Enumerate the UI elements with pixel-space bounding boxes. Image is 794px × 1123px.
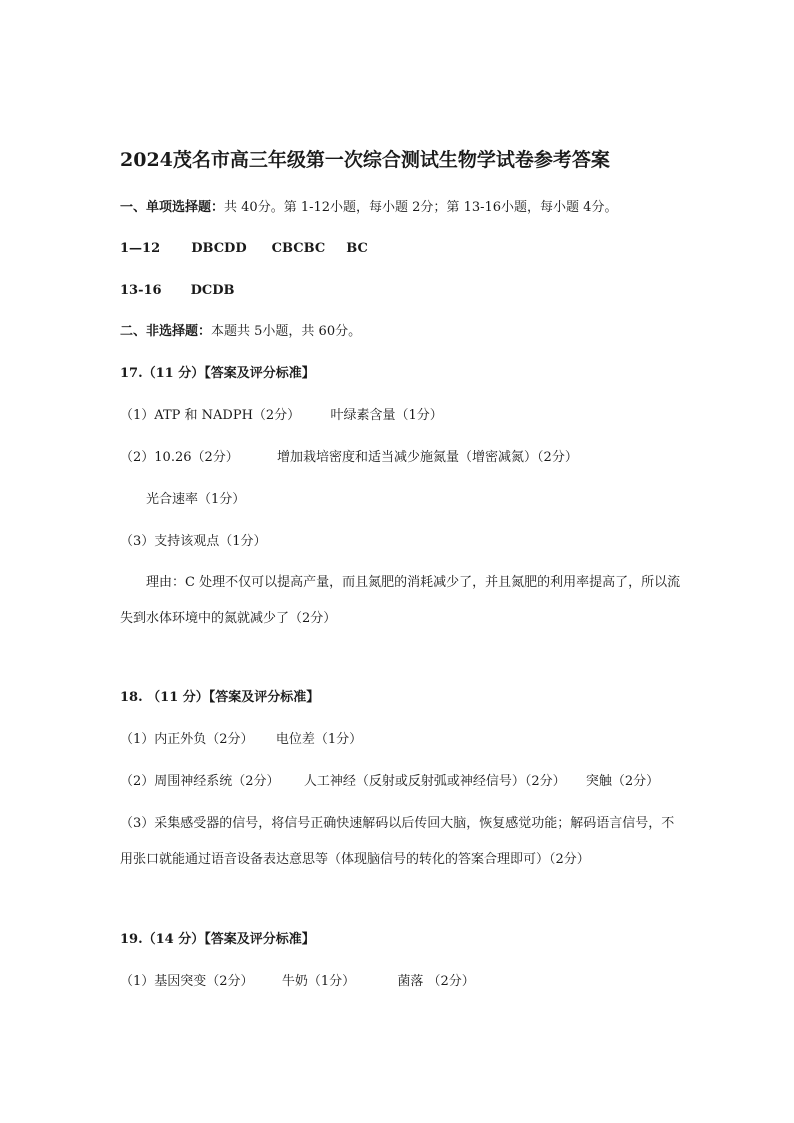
q18-answer-1 xyxy=(120,732,362,748)
section1-desc: 共 40分。第 1-12小题，每小题 2分；第 13-16小题，每小题 4分。 xyxy=(224,200,618,215)
q17-number: 17.（11 分） xyxy=(120,366,205,381)
section1-heading: 一、单项选择题： xyxy=(120,200,225,215)
q18-answer-3: （3）采集感受器的信号，将信号正确快速解码以后传回大脑，恢复感觉功能；解码语言信号，不用张口就能通过语音设备表达意思等（体现脑信号的转化的答案合理即可）（2分） xyxy=(120,816,675,867)
answers-row-1 xyxy=(120,241,368,257)
q18-a2-part3: 突触（2分） xyxy=(585,774,660,789)
section2-line xyxy=(120,324,361,340)
section2-heading: 二、非选择题： xyxy=(120,324,212,339)
q17-a1-part1: （1）ATP 和 NADPH（2分） xyxy=(120,408,301,423)
q17-reason: 理由：C 处理不仅可以提高产量，而且氮肥的消耗减少了，并且氮肥的利用率提高了，所以流失到水体环境中的氮就减少了（2分） xyxy=(120,575,681,626)
q18-a1-part1: （1）内正外负（2分） xyxy=(120,732,254,747)
q19-a1-part3: 菌落 （2分） xyxy=(397,974,475,989)
answers-group-1: DBCDD xyxy=(191,241,247,256)
answers-group-3: BC xyxy=(346,241,368,256)
q19-tag: 【答案及评分标准】 xyxy=(204,932,315,947)
q17-a1-part2: 叶绿素含量（1分） xyxy=(330,408,443,423)
q19-a1-part1: （1）基因突变（2分） xyxy=(120,974,254,989)
q17-answer-2b: 光合速率（1分） xyxy=(146,492,246,507)
answers-row-2 xyxy=(120,283,235,299)
q18-heading xyxy=(120,690,319,706)
q17-heading xyxy=(120,366,315,382)
section1-line xyxy=(120,200,617,216)
q18-a2-part1: （2）周围神经系统（2分） xyxy=(120,774,280,789)
q17-answer-3: （3）支持该观点（1分） xyxy=(120,534,267,549)
q18-tag: 【答案及评分标准】 xyxy=(208,690,320,705)
q18-answer-2 xyxy=(120,774,659,790)
answers-row-1-label: 1—12 xyxy=(120,241,161,256)
q18-number: 18. （11 分） xyxy=(120,690,209,705)
q19-number: 19.（14 分） xyxy=(120,932,205,947)
answers-row-2-label: 13-16 xyxy=(120,283,162,298)
q17-tag: 【答案及评分标准】 xyxy=(204,366,315,381)
answers-group-2: CBCBC xyxy=(271,241,326,256)
q17-a2-part1: （2）10.26（2分） xyxy=(120,450,239,465)
q17-answer-1 xyxy=(120,408,443,424)
q18-a2-part2: 人工神经（反射或反射弧或神经信号）（2分） xyxy=(303,774,566,789)
page-title: 2024茂名市高三年级第一次综合测试生物学试卷参考答案 xyxy=(120,149,610,171)
q19-heading xyxy=(120,932,315,948)
q17-answer-2 xyxy=(120,450,578,466)
answers-group-4: DCDB xyxy=(190,283,235,298)
q19-a1-part2: 牛奶（1分） xyxy=(281,974,356,989)
section2-desc: 本题共 5小题，共 60分。 xyxy=(211,324,362,339)
q17-a2-part2: 增加栽培密度和适当减少施氮量（增密减氮）（2分） xyxy=(277,450,578,465)
q18-a1-part2: 电位差（1分） xyxy=(275,732,363,747)
q19-answer-1 xyxy=(120,974,475,990)
